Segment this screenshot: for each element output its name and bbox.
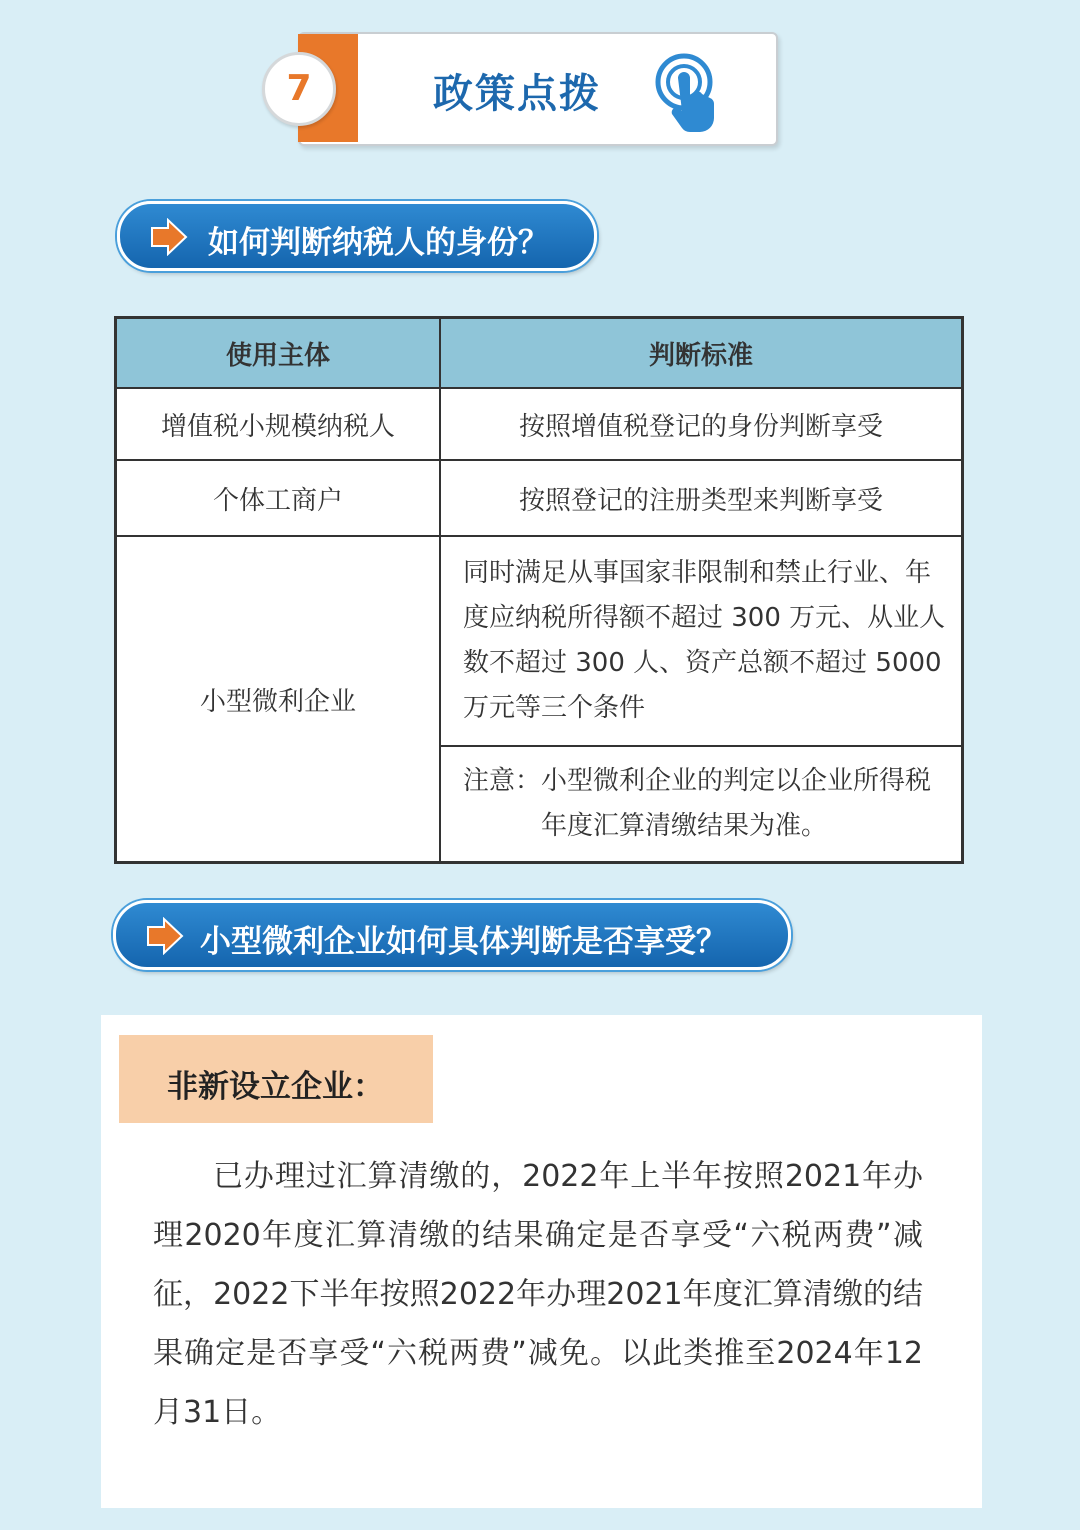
- note-cell: [440, 746, 963, 863]
- table-header-row: [116, 318, 963, 389]
- section-heading-identity: [117, 201, 597, 271]
- section-heading-small-enterprise: [113, 900, 791, 970]
- note-text: 小型微利企业的判定以企业所得税年度汇算清缴结果为准。: [541, 766, 932, 841]
- table-row: [116, 460, 963, 536]
- section-heading-text: 小型微利企业如何具体判断是否享受？: [200, 924, 727, 960]
- column-header-criteria: 判断标准: [440, 318, 963, 389]
- criteria-cell: 同时满足从事国家非限制和禁止行业、年度应纳税所得额不超过 300 万元、从业人数不超过 300 人、资产总额不超过 5000 万元等三个条件: [440, 536, 963, 746]
- taxpayer-identity-table: [114, 316, 964, 864]
- subject-cell: 个体工商户: [116, 460, 441, 536]
- table-row: [116, 388, 963, 460]
- criteria-cell: 按照增值税登记的身份判断享受: [440, 388, 963, 460]
- arrow-right-icon: [146, 917, 184, 955]
- subject-cell: 增值税小规模纳税人: [116, 388, 441, 460]
- info-card: [101, 1015, 982, 1508]
- card-tag: [119, 1035, 433, 1123]
- header-banner: [262, 32, 776, 146]
- table-row: [116, 536, 963, 746]
- criteria-cell: 按照登记的注册类型来判断享受: [440, 460, 963, 536]
- arrow-right-icon: [150, 218, 188, 256]
- page-title: 政策点拨: [433, 71, 601, 117]
- section-number-badge: 7: [262, 52, 336, 126]
- card-body-text: 已办理过汇算清缴的，2022年上半年按照2021年办理2020年度汇算清缴的结果确定是否享受“六税两费”减征，2022下半年按照2022年办理2021年度汇算清缴的结果确定是否享受“六税两费”减免。以此类推至2024年12月31日。: [153, 1159, 923, 1430]
- note-label: 注意：: [463, 766, 542, 796]
- tap-hand-icon: [654, 52, 720, 134]
- column-header-subject: 使用主体: [116, 318, 441, 389]
- section-heading-text: 如何判断纳税人的身份？: [208, 225, 549, 261]
- subject-cell: 小型微利企业: [116, 536, 441, 863]
- card-tag-label: 非新设立企业：: [167, 1069, 384, 1105]
